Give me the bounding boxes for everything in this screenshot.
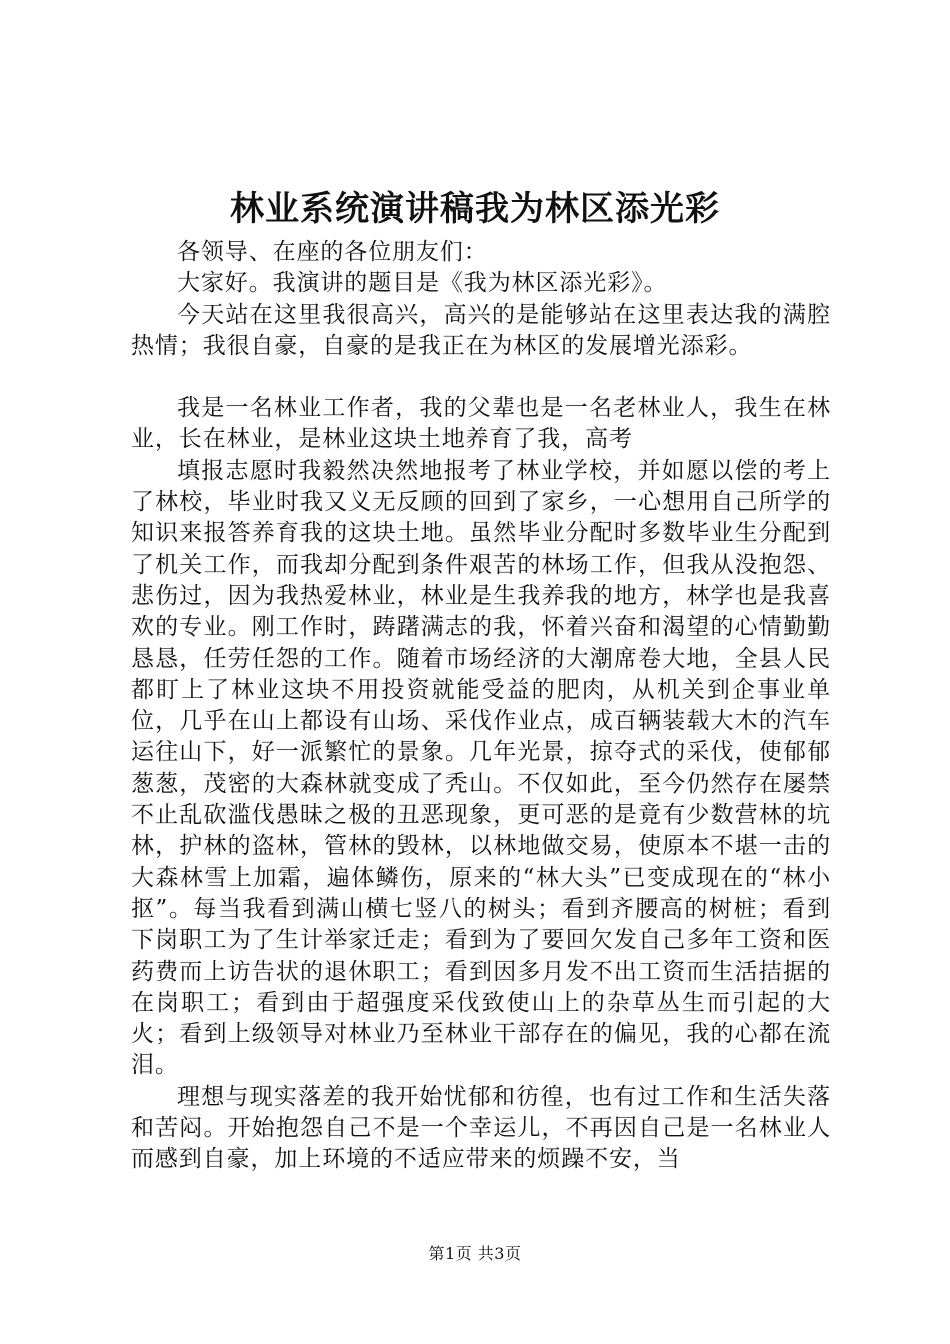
page-footer: 第1页 共3页	[428, 1244, 522, 1263]
paragraph-intro: 大家好。我演讲的题目是《我为林区添光彩》。	[177, 270, 668, 297]
document-title: 林业系统演讲稿我为林区添光彩	[230, 189, 720, 229]
paragraph-opening: 今天站在这里我很高兴，高兴的是能够站在这里表达我的满腔热情；我很自豪，自豪的是我正在为林区的发展增光添彩。	[131, 301, 831, 359]
paragraph-greeting: 各领导、在座的各位朋友们：	[177, 239, 488, 265]
document-body	[131, 237, 831, 1176]
paragraph-reflection: 理想与现实落差的我开始忧郁和彷徨，也有过工作和生活失落和苦闷。开始抱怨自己不是一个幸运儿，不再因自己是一名林业人而感到自豪，加上环境的不适应带来的烦躁不安，当	[131, 1083, 831, 1173]
paragraph-background: 我是一名林业工作者，我的父辈也是一名老林业人，我生在林业，长在林业，是林业这块土地养育了我，高考	[131, 395, 831, 453]
paragraph-main: 填报志愿时我毅然决然地报考了林业学校，并如愿以偿的考上了林校，毕业时我又义无反顾的回到了家乡，一心想用自己所学的知识来报答养育我的这块土地。虽然毕业分配时多数毕业生分配到了机关工作，而我却分配到条件艰苦的林场工作，但我从没抱怨、悲伤过，因为我热爱林业，林业是生我养我的地方，林学也是我喜欢的专业。刚工作时，踌躇满志的我，怀着兴奋和渴望的心情勤勤恳恳，任劳任怨的工作。随着市场经济的大潮席卷大地，全县人民都盯上了林业这块不用投资就能受益的肥肉，从机关到企事业单位，几乎在山上都设有山场、采伐作业点，成百辆装载大木的汽车运往山下，好一派繁忙的景象。几年光景，掠夺式的采伐，使郁郁葱葱，茂密的大森林就变成了秃山。不仅如此，至今仍然存在屡禁不止乱砍滥伐愚昧之极的丑恶现象，更可恶的是竟有少数营林的坑林，护林的盗林，管林的毁林，以林地做交易，使原本不堪一击的大森林雪上加霜，遍体鳞伤，原来的“林大头”已变成现在的“林小抠”。每当我看到满山横七竖八的树头；看到齐腰高的树桩；看到下岗职工为了生计举家迁走；看到为了要回欠发自己多年工资和医药费而上访告状的退休职工；看到因多月发不出工资而生活拮据的在岗职工；看到由于超强度采伐致使山上的杂草丛生而引起的大火；看到上级领导对林业乃至林业干部存在的偏见，我的心都在流泪。	[131, 457, 831, 1079]
